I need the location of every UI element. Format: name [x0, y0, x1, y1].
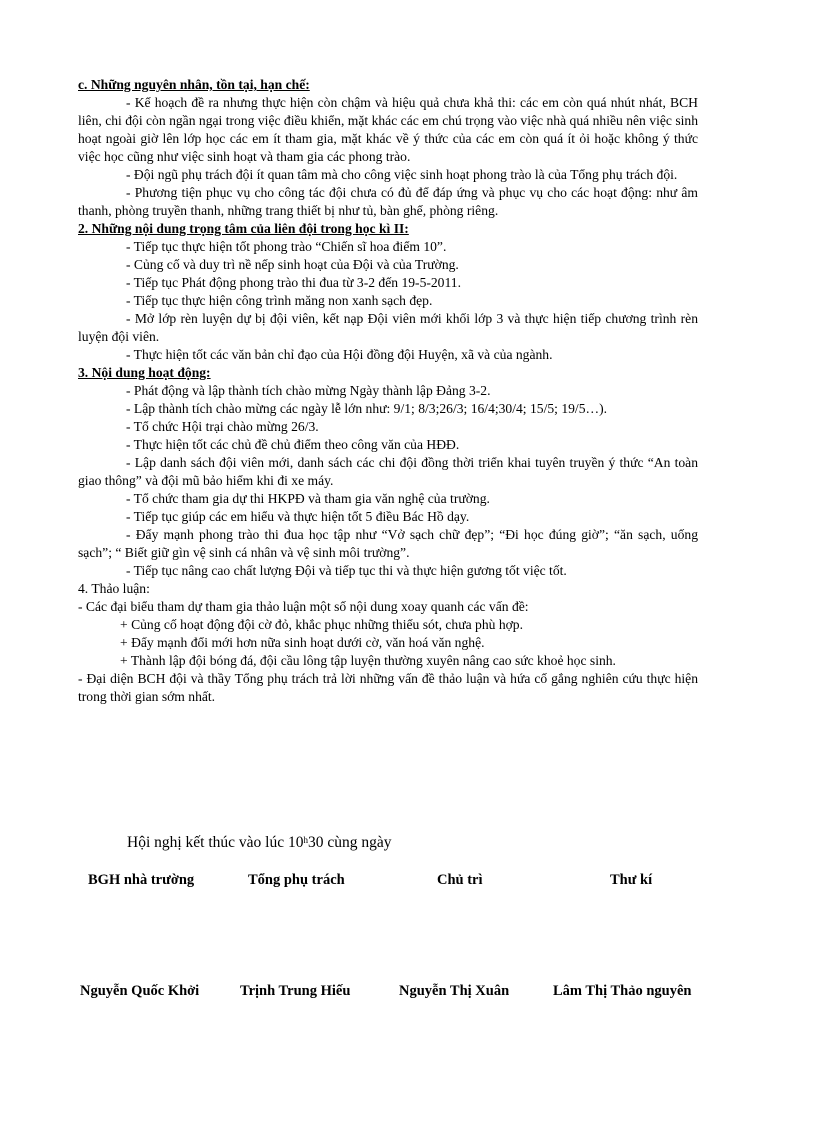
document-body: [78, 76, 698, 706]
section-4-outro: - Đại diện BCH đội và thầy Tổng phụ trách trả lời những vấn đề thảo luận và hứa cố gắng nghiên cứu thực hiện trong thời gian sớm nhất.: [78, 671, 698, 704]
section-2-item-4: - Tiếp tục thực hiện công trình măng non xanh sạch đẹp.: [126, 293, 433, 308]
section-2-heading: 2. Những nội dung trọng tâm của liên đội trong học kì II:: [78, 221, 409, 236]
section-3-item-3: - Tổ chức Hội trại chào mừng 26/3.: [126, 419, 319, 434]
closing-before: Hội nghị kết thúc vào lúc 10: [127, 834, 304, 851]
section-2-item-2: - Củng cố và duy trì nề nếp sinh hoạt của Đội và của Trường.: [126, 257, 459, 272]
closing-line: [127, 834, 392, 852]
section-4-heading: 4. Thảo luận:: [78, 581, 150, 596]
section-3-item-2: - Lập thành tích chào mừng các ngày lễ lớn như: 9/1; 8/3;26/3; 16/4;30/4; 15/5; 19/5…).: [126, 401, 608, 416]
section-4-point-1: + Củng cố hoạt động đội cờ đỏ, khắc phục những thiếu sót, chưa phù hợp.: [120, 617, 523, 632]
section-3-item-7: - Tiếp tục giúp các em hiểu và thực hiện tốt 5 điều Bác Hồ dạy.: [126, 509, 470, 524]
section-3-item-1: - Phát động và lập thành tích chào mừng Ngày thành lập Đảng 3-2.: [126, 383, 491, 398]
section-3-item-8: - Đẩy mạnh phong trào thi đua học tập như “Vở sạch chữ đẹp”; “Đi học đúng giờ”; “ăn sạch, uống sạch”; “ Biết giữ gìn vệ sinh cá nhân và vệ sinh môi trường”.: [78, 527, 698, 560]
section-2-item-3: - Tiếp tục Phát động phong trào thi đua từ 3-2 đến 19-5-2011.: [126, 275, 461, 290]
section-3-item-6: - Tổ chức tham gia dự thi HKPĐ và tham gia văn nghệ của trường.: [126, 491, 490, 506]
closing-after: 30 cùng ngày: [308, 834, 392, 851]
signature-name-chu-tri: Nguyễn Thị Xuân: [399, 983, 510, 999]
section-2-item-6: - Thực hiện tốt các văn bản chỉ đạo của Hội đồng đội Huyện, xã và của ngành.: [126, 347, 553, 362]
signature-title-bgh: BGH nhà trường: [88, 872, 195, 888]
section-c-heading: c. Những nguyên nhân, tồn tại, hạn chế:: [78, 77, 310, 92]
section-3-item-4: - Thực hiện tốt các chủ đề chủ điểm theo công văn của HĐĐ.: [126, 437, 460, 452]
section-4-intro: - Các đại biểu tham dự tham gia thảo luận một số nội dung xoay quanh các vấn đề:: [78, 599, 529, 614]
signature-title-chu-tri: Chủ trì: [437, 872, 483, 888]
section-3-item-9: - Tiếp tục nâng cao chất lượng Đội và tiếp tục thi và thực hiện gương tốt việc tốt.: [126, 563, 567, 578]
signature-name-thu-ki: Lâm Thị Thảo nguyên: [553, 983, 692, 999]
section-c-item-3: - Phương tiện phục vụ cho công tác đội chưa có đủ để đáp ứng và phục vụ cho các hoạt động: như âm thanh, phòng truyền thanh, những trang thiết bị như tủ, bàn ghế, phòng riêng.: [78, 185, 698, 218]
section-4-point-2: + Đẩy mạnh đổi mới hơn nữa sinh hoạt dưới cờ, văn hoá văn nghệ.: [120, 635, 485, 650]
section-c-item-1: - Kế hoạch đề ra nhưng thực hiện còn chậm và hiệu quả chưa khả thi: các em còn quá nhút nhát, BCH liên, chi đội còn ngần ngại trong việc điều khiển, mặt khác các em chú trọng vào việc nhà quá nhiều nên việc sinh hoạt ngoài giờ lên lớp học các em ít tham gia, mặt khác về ý thức của các em còn quá ít ỏi hoặc không ý thức việc học cũng như việc sinh hoạt và tham gia các phong trào.: [78, 95, 698, 164]
signature-name-bgh: Nguyễn Quốc Khởi: [80, 983, 200, 999]
closing-sup: h: [303, 835, 308, 845]
section-c-item-2: - Đội ngũ phụ trách đội ít quan tâm mà cho công việc sinh hoạt phong trào là của Tổng phụ trách đội.: [126, 167, 678, 182]
section-4-point-3: + Thành lập đội bóng đá, đội cầu lông tập luyện thường xuyên nâng cao sức khoẻ học sinh.: [120, 653, 616, 668]
signature-title-thu-ki: Thư kí: [610, 872, 653, 888]
section-3-heading: 3. Nội dung hoạt động:: [78, 365, 211, 380]
section-2-item-5: - Mở lớp rèn luyện dự bị đội viên, kết nạp Đội viên mới khối lớp 3 và thực hiện tiếp chương trình rèn luyện đội viên.: [78, 311, 698, 344]
signature-title-tong-phu-trach: Tổng phụ trách: [248, 872, 345, 888]
section-3-item-5: - Lập danh sách đội viên mới, danh sách các chi đội đồng thời triển khai tuyên truyền ý thức “An toàn giao thông” và đội mũ bảo hiểm khi đi xe máy.: [78, 455, 698, 488]
section-2-item-1: - Tiếp tục thực hiện tốt phong trào “Chiến sĩ hoa điểm 10”.: [126, 239, 447, 254]
signature-name-tong-phu-trach: Trịnh Trung Hiếu: [240, 983, 351, 999]
